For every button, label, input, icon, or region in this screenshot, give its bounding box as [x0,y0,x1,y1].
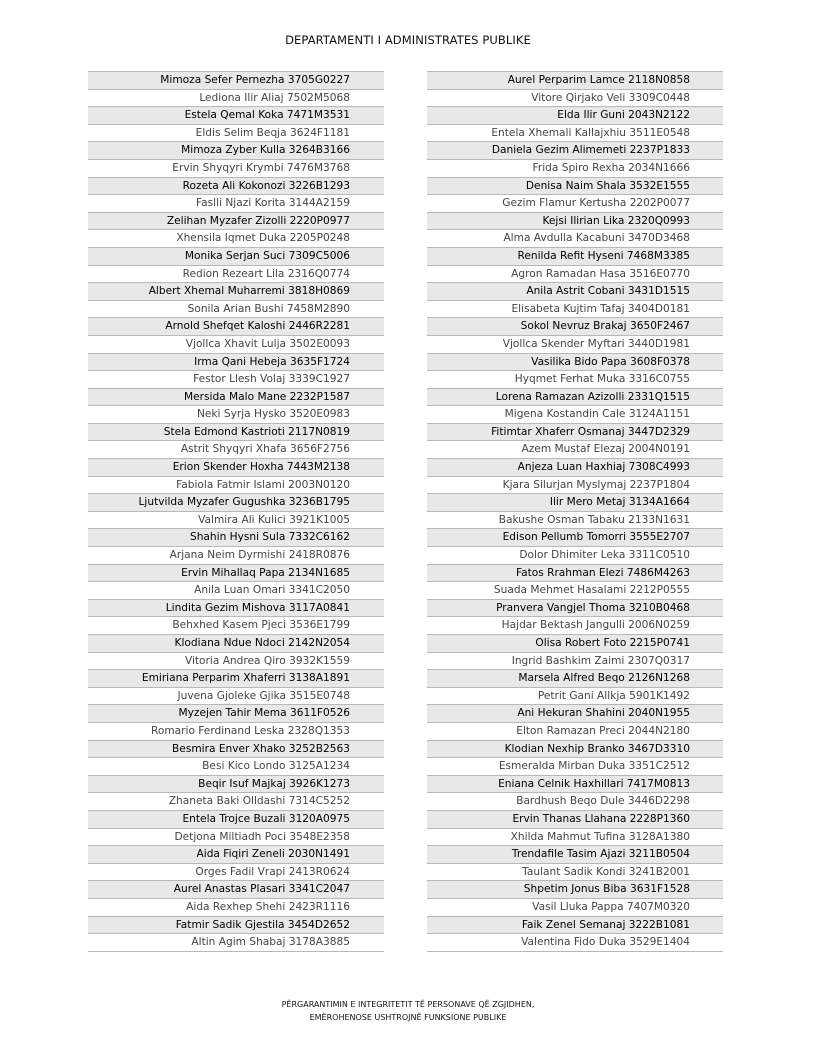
list-item: Juvena Gjoleke Gjika 3515E0748 [88,688,384,706]
list-item: Altin Agim Shabaj 3178A3885 [88,934,384,952]
list-item: Valmira Ali Kulici 3921K1005 [88,512,384,530]
list-item: Aurel Anastas Plasari 3341C2047 [88,881,384,899]
page-footer [0,998,816,1024]
list-item: Mersida Malo Mane 2232P1587 [88,389,384,407]
list-item: Dolor Dhimiter Leka 3311C0510 [427,547,723,565]
list-item: Sonila Arian Bushi 7458M2890 [88,301,384,319]
list-item: Redion Rezeart Lila 2316Q0774 [88,266,384,284]
list-item: Vitoria Andrea Qiro 3932K1559 [88,653,384,671]
list-item: Renilda Refit Hyseni 7468M3385 [427,248,723,266]
list-item: Denisa Naim Shala 3532E1555 [427,178,723,196]
list-item: Hajdar Bektash Jangulli 2006N0259 [427,617,723,635]
list-item: Arnold Shefqet Kaloshi 2446R2281 [88,318,384,336]
right-name-list [427,71,723,952]
list-item: Elda Ilir Guni 2043N2122 [427,107,723,125]
footer-line-2: EMËROHENOSE USHTROJNË FUNKSIONE PUBLIKE [309,1013,507,1022]
list-item: Fatmir Sadik Gjestila 3454D2652 [88,917,384,935]
list-item: Detjona Miltiadh Poci 3548E2358 [88,829,384,847]
list-item: Anila Astrit Cobani 3431D1515 [427,283,723,301]
list-item: Bakushe Osman Tabaku 2133N1631 [427,512,723,530]
list-item: Xhensila Iqmet Duka 2205P0248 [88,230,384,248]
list-item: Arjana Neim Dyrmishi 2418R0876 [88,547,384,565]
list-item: Klodian Nexhip Branko 3467D3310 [427,741,723,759]
list-item: Kejsi Ilirian Lika 2320Q0993 [427,213,723,231]
list-item: Xhilda Mahmut Tufina 3128A1380 [427,829,723,847]
list-item: Irma Qani Hebeja 3635F1724 [88,354,384,372]
list-item: Fabiola Fatmir Islami 2003N0120 [88,477,384,495]
list-item: Suada Mehmet Hasalami 2212P0555 [427,582,723,600]
list-item: Alma Avdulla Kacabuni 3470D3468 [427,230,723,248]
list-item: Vjollca Xhavit Lulja 3502E0093 [88,336,384,354]
list-item: Sokol Nevruz Brakaj 3650F2467 [427,318,723,336]
list-item: Aida Rexhep Shehi 2423R1116 [88,899,384,917]
list-item: Olisa Robert Foto 2215P0741 [427,635,723,653]
list-item: Stela Edmond Kastrioti 2117N0819 [88,424,384,442]
list-item: Ervin Mihallaq Papa 2134N1685 [88,565,384,583]
list-item: Valentina Fido Duka 3529E1404 [427,934,723,952]
list-item: Eniana Celnik Haxhillari 7417M0813 [427,776,723,794]
list-item: Elton Ramazan Preci 2044N2180 [427,723,723,741]
list-item: Aurel Perparim Lamce 2118N0858 [427,72,723,90]
list-item: Faslli Njazi Korita 3144A2159 [88,195,384,213]
list-item: Mimoza Sefer Pernezha 3705G0227 [88,72,384,90]
list-item: Trendafile Tasim Ajazi 3211B0504 [427,846,723,864]
list-item: Lediona Ilir Aliaj 7502M5068 [88,90,384,108]
list-item: Behxhed Kasem Pjeci 3536E1799 [88,617,384,635]
list-item: Vitore Qirjako Veli 3309C0448 [427,90,723,108]
list-item: Shpetim Jonus Biba 3631F1528 [427,881,723,899]
list-item: Mimoza Zyber Kulla 3264B3166 [88,142,384,160]
list-item: Emiriana Perparim Xhaferri 3138A1891 [88,670,384,688]
list-item: Albert Xhemal Muharremi 3818H0869 [88,283,384,301]
list-item: Besmira Enver Xhako 3252B2563 [88,741,384,759]
list-item: Astrit Shyqyri Xhafa 3656F2756 [88,441,384,459]
list-item: Myzejen Tahir Mema 3611F0526 [88,705,384,723]
list-item: Rozeta Ali Kokonozi 3226B1293 [88,178,384,196]
list-item: Festor Llesh Volaj 3339C1927 [88,371,384,389]
list-item: Zelihan Myzafer Zizolli 2220P0977 [88,213,384,231]
list-item: Taulant Sadik Kondi 3241B2001 [427,864,723,882]
list-item: Vasilika Bido Papa 3608F0378 [427,354,723,372]
list-item: Anila Luan Omari 3341C2050 [88,582,384,600]
list-item: Entela Xhemali Kallajxhiu 3511E0548 [427,125,723,143]
list-item: Entela Trojce Buzali 3120A0975 [88,811,384,829]
list-item: Erion Skender Hoxha 7443M2138 [88,459,384,477]
list-item: Vjollca Skender Myftari 3440D1981 [427,336,723,354]
list-item: Fitimtar Xhaferr Osmanaj 3447D2329 [427,424,723,442]
left-name-list [88,71,384,952]
list-item: Estela Qemal Koka 7471M3531 [88,107,384,125]
list-item: Frida Spiro Rexha 2034N1666 [427,160,723,178]
list-item: Vasil Lluka Pappa 7407M0320 [427,899,723,917]
list-item: Beqir Isuf Majkaj 3926K1273 [88,776,384,794]
page-title: DEPARTAMENTI I ADMINISTRATES PUBLIKE [285,33,531,47]
list-item: Ervin Shyqyri Krymbi 7476M3768 [88,160,384,178]
list-item: Monika Serjan Suci 7309C5006 [88,248,384,266]
list-item: Besi Kico Londo 3125A1234 [88,758,384,776]
list-item: Neki Syrja Hysko 3520E0983 [88,406,384,424]
list-item: Romario Ferdinand Leska 2328Q1353 [88,723,384,741]
list-item: Zhaneta Baki Olldashi 7314C5252 [88,793,384,811]
list-item: Orges Fadil Vrapi 2413R0624 [88,864,384,882]
list-item: Daniela Gezim Alimemeti 2237P1833 [427,142,723,160]
list-item: Agron Ramadan Hasa 3516E0770 [427,266,723,284]
list-item: Lindita Gezim Mishova 3117A0841 [88,600,384,618]
list-item: Esmeralda Mirban Duka 3351C2512 [427,758,723,776]
list-item: Ani Hekuran Shahini 2040N1955 [427,705,723,723]
list-item: Aida Fiqiri Zeneli 2030N1491 [88,846,384,864]
list-item: Bardhush Beqo Dule 3446D2298 [427,793,723,811]
list-item: Ljutvilda Myzafer Gugushka 3236B1795 [88,494,384,512]
list-item: Klodiana Ndue Ndoci 2142N2054 [88,635,384,653]
list-item: Petrit Gani Allkja 5901K1492 [427,688,723,706]
list-item: Marsela Alfred Beqo 2126N1268 [427,670,723,688]
list-item: Edison Pellumb Tomorri 3555E2707 [427,529,723,547]
list-item: Pranvera Vangjel Thoma 3210B0468 [427,600,723,618]
list-item: Kjara Silurjan Myslymaj 2237P1804 [427,477,723,495]
list-item: Fatos Rrahman Elezi 7486M4263 [427,565,723,583]
list-item: Azem Mustaf Elezaj 2004N0191 [427,441,723,459]
list-item: Faik Zenel Semanaj 3222B1081 [427,917,723,935]
list-item: Elisabeta Kujtim Tafaj 3404D0181 [427,301,723,319]
list-item: Hyqmet Ferhat Muka 3316C0755 [427,371,723,389]
list-item: Lorena Ramazan Azizolli 2331Q1515 [427,389,723,407]
list-item: Eldis Selim Beqja 3624F1181 [88,125,384,143]
footer-line-1: PËRGARANTIMIN E INTEGRITETIT TË PERSONAVE QË ZGJIDHEN, [281,1000,535,1009]
list-item: Ervin Thanas Llahana 2228P1360 [427,811,723,829]
list-item: Anjeza Luan Haxhiaj 7308C4993 [427,459,723,477]
list-item: Migena Kostandin Cale 3124A1151 [427,406,723,424]
list-item: Ilir Mero Metaj 3134A1664 [427,494,723,512]
list-item: Gezim Flamur Kertusha 2202P0077 [427,195,723,213]
list-item: Ingrid Bashkim Zaimi 2307Q0317 [427,653,723,671]
list-item: Shahin Hysni Sula 7332C6162 [88,529,384,547]
